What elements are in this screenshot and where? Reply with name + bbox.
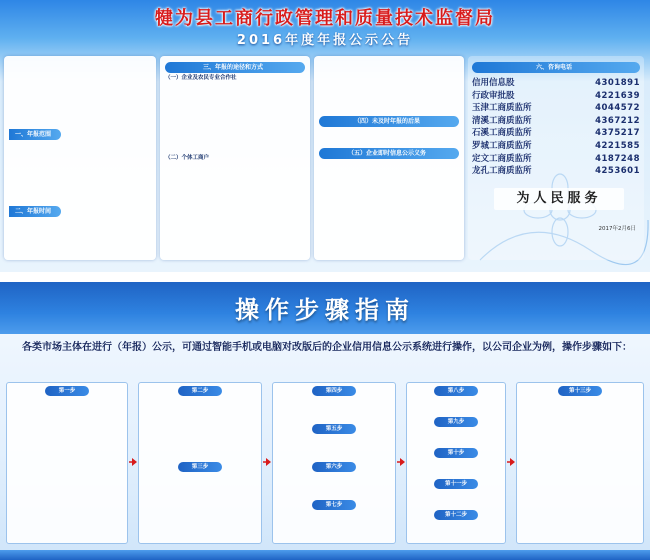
step-badge: 第七步 (312, 500, 356, 510)
phone-number: 4044572 (595, 103, 640, 114)
phone-number: 4375217 (595, 128, 640, 139)
footer-bar (0, 550, 650, 560)
section-heading: （四）未及时年报的后果 (319, 116, 459, 127)
flow-arrow-head-icon (132, 458, 137, 466)
phone-number: 4221639 (595, 90, 640, 101)
step-badge: 第二步 (178, 386, 222, 396)
step-badge: 第一步 (45, 386, 89, 396)
step-badge: 第九步 (434, 417, 478, 427)
org-title: 犍为县工商行政管理和质量技术监督局 (155, 8, 495, 29)
phone-row (472, 115, 640, 128)
notice-column-2 (160, 56, 310, 260)
phone-row (472, 102, 640, 115)
slogan: 为人民服务 (494, 188, 624, 210)
section-heading: 一、年报范围 (9, 129, 61, 140)
sub-heading: （二）个体工商户 (165, 155, 210, 161)
flow-arrow-head-icon (510, 458, 515, 466)
phone-name: 玉津工商质监所 (472, 103, 532, 114)
step-column-5 (516, 382, 644, 544)
phone-name: 龙孔工商质监所 (472, 166, 532, 177)
phone-name: 定文工商质监所 (472, 153, 532, 164)
guide-intro: 各类市场主体在进行（年报）公示，可通过智能手机或电脑对改版后的企业信用信息公示系统进行操作，以公司企业为例，操作步骤如下： (22, 342, 632, 353)
notice-column-3 (314, 56, 464, 260)
phone-row (472, 153, 640, 166)
guide-title: 操作步骤指南 (235, 296, 415, 324)
notice-date: 2017年2月6日 (598, 225, 636, 232)
notice-title: 2016年度年报公示公告 (236, 33, 414, 48)
phone-name: 石溪工商质监所 (472, 128, 532, 139)
phone-number: 4221585 (595, 140, 640, 151)
step-badge: 第十二步 (434, 510, 478, 520)
phone-name: 信用信息股 (472, 78, 515, 88)
phone-row (472, 90, 640, 103)
step-badge: 第十步 (434, 448, 478, 458)
step-column-2 (138, 382, 262, 544)
phone-number: 4367212 (595, 115, 640, 126)
operation-guide-panel (0, 282, 650, 560)
step-badge: 第十一步 (434, 479, 478, 489)
step-column-1 (6, 382, 128, 544)
phone-row (472, 77, 640, 90)
phone-number: 4301891 (595, 78, 640, 88)
section-heading: （五）企业即时信息公示义务 (319, 148, 459, 159)
step-badge: 第六步 (312, 462, 356, 472)
notice-column-4 (468, 56, 644, 260)
flow-arrow-head-icon (266, 458, 271, 466)
phone-row (472, 140, 640, 153)
step-badge: 第四步 (312, 386, 356, 396)
step-badge: 第十三步 (558, 386, 602, 396)
phone-row (472, 165, 640, 178)
step-badge: 第五步 (312, 424, 356, 434)
step-column-4 (406, 382, 506, 544)
section-heading: 六、咨询电话 (472, 62, 640, 73)
step-flow (6, 376, 646, 548)
step-badge: 第八步 (434, 386, 478, 396)
step-badge: 第三步 (178, 462, 222, 472)
phone-number: 4187248 (595, 153, 640, 164)
phone-name: 罗城工商质监所 (472, 140, 532, 151)
annual-report-notice-panel (0, 0, 650, 272)
sub-heading: （一）企业及农民专业合作社 (165, 75, 237, 81)
notice-column-1 (4, 56, 156, 260)
phone-list (472, 77, 640, 178)
guide-banner (0, 282, 650, 334)
phone-name: 清溪工商质监所 (472, 115, 532, 126)
phone-row (472, 127, 640, 140)
section-heading: 二、年报时间 (9, 206, 61, 217)
phone-name: 行政审批股 (472, 90, 515, 101)
step-column-3 (272, 382, 396, 544)
flow-arrow-head-icon (400, 458, 405, 466)
phone-number: 4253601 (595, 166, 640, 177)
section-heading: 三、年报的途径和方式 (165, 62, 305, 73)
